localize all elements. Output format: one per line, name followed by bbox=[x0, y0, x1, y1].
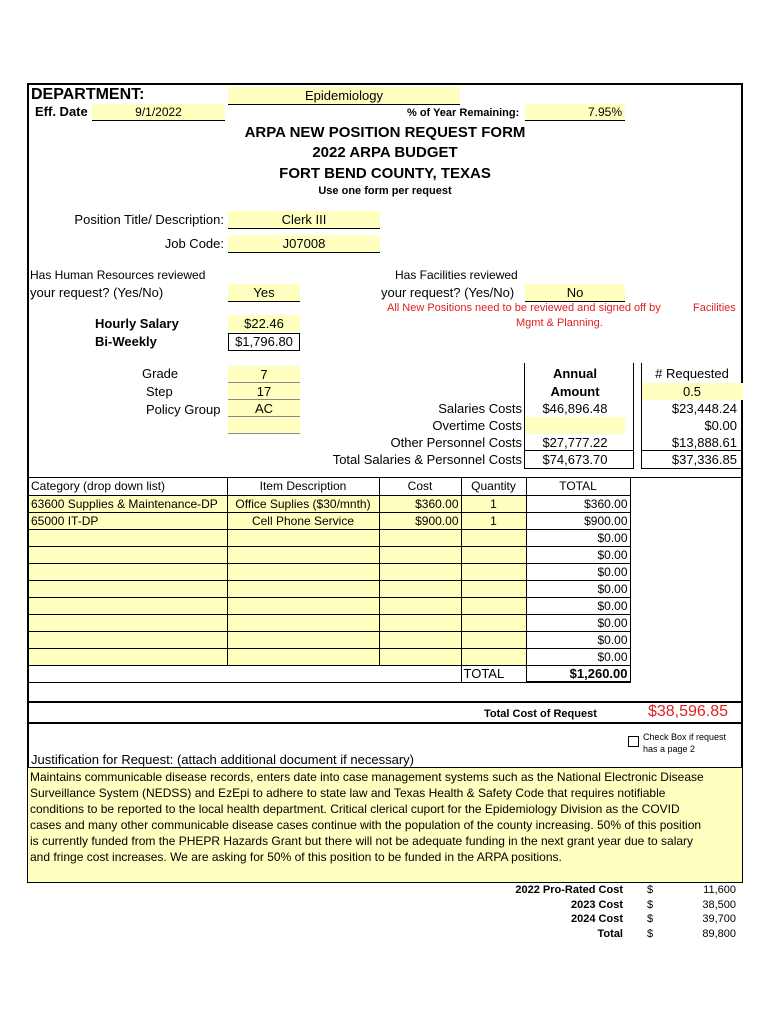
eff-date-field[interactable]: 9/1/2022 bbox=[92, 104, 225, 121]
cost-cell[interactable] bbox=[379, 563, 461, 580]
total-cell: $0.00 bbox=[526, 614, 630, 631]
justification-line: conditions to be reported to the local health department. Critical clerical cuport for the Epidemiology Division as the COVID bbox=[30, 802, 680, 816]
summary-label-total: Total bbox=[597, 928, 623, 940]
review-notice-2: Facilities bbox=[693, 302, 736, 314]
item-cell[interactable] bbox=[227, 648, 379, 665]
summary-currency-2023: $ bbox=[647, 899, 654, 911]
quantity-cell[interactable] bbox=[461, 648, 526, 665]
summary-currency-total: $ bbox=[647, 928, 654, 940]
quantity-cell[interactable] bbox=[461, 614, 526, 631]
total-cost-label: Total Cost of Request bbox=[484, 708, 597, 720]
category-cell[interactable] bbox=[29, 597, 227, 614]
eff-date-label: Eff. Date bbox=[35, 104, 88, 119]
salaries-annual: $46,896.48 bbox=[542, 401, 608, 416]
form-subtitle: Use one form per request bbox=[318, 185, 452, 197]
quantity-cell[interactable]: 1 bbox=[461, 512, 526, 529]
table-row bbox=[29, 529, 630, 546]
step-label: Step bbox=[146, 384, 173, 399]
form-title: ARPA NEW POSITION REQUEST FORM bbox=[244, 124, 526, 141]
quantity-cell[interactable] bbox=[461, 546, 526, 563]
item-cell[interactable] bbox=[227, 631, 379, 648]
overtime-annual-field[interactable] bbox=[525, 417, 625, 434]
year-remaining-field[interactable]: 7.95% bbox=[525, 104, 625, 121]
requested-field[interactable]: 0.5 bbox=[641, 383, 743, 400]
quantity-header: Quantity bbox=[461, 478, 526, 495]
justification-label: Justification for Request: (attach additional document if necessary) bbox=[31, 752, 414, 767]
table-row bbox=[29, 546, 630, 563]
table-row bbox=[29, 495, 630, 512]
other-personnel-annual: $27,777.22 bbox=[542, 435, 608, 450]
items-total-label: TOTAL bbox=[461, 665, 526, 682]
total-cost-value: $38,596.85 bbox=[647, 703, 729, 720]
table-row bbox=[29, 631, 630, 648]
total-cell: $0.00 bbox=[526, 563, 630, 580]
cost-block-divider-2 bbox=[641, 363, 642, 469]
position-title-label: Position Title/ Description: bbox=[74, 212, 224, 227]
justification-line: Maintains communicable disease records, enters date into case management systems such as the National Electronic Disease bbox=[30, 770, 704, 784]
summary-value-2024: 39,700 bbox=[702, 913, 736, 925]
cost-cell[interactable] bbox=[379, 614, 461, 631]
summary-label-2024: 2024 Cost bbox=[571, 913, 623, 925]
items-table bbox=[29, 478, 631, 683]
quantity-cell[interactable] bbox=[461, 597, 526, 614]
position-title-field[interactable]: Clerk III bbox=[228, 211, 380, 229]
budget-title: 2022 ARPA BUDGET bbox=[312, 144, 458, 161]
page2-checkbox-label-2: has a page 2 bbox=[643, 744, 696, 754]
hr-review-label-2: your request? (Yes/No) bbox=[30, 285, 164, 300]
department-label: DEPARTMENT: bbox=[31, 86, 145, 103]
quantity-cell[interactable] bbox=[461, 563, 526, 580]
category-cell[interactable]: 63600 Supplies & Maintenance-DP bbox=[29, 495, 227, 512]
item-cell[interactable]: Office Suplies ($30/mnth) bbox=[227, 495, 379, 512]
cost-cell[interactable]: $900.00 bbox=[379, 512, 461, 529]
summary-label-2022: 2022 Pro-Rated Cost bbox=[515, 884, 623, 896]
policy-group-field[interactable]: AC bbox=[228, 400, 300, 417]
justification-line: and fringe cost increases. We are asking for 50% of this position to be funded in the ARPA positions. bbox=[30, 850, 562, 864]
total-cell: $0.00 bbox=[526, 580, 630, 597]
total-row-spacer bbox=[227, 665, 379, 682]
policy-group-label: Policy Group bbox=[146, 402, 221, 417]
items-header-row bbox=[29, 478, 630, 495]
total-personnel-label: Total Salaries & Personnel Costs bbox=[332, 452, 522, 467]
justification-line: is currently funded from the PHEPR Hazards Grant but there will not be adequate funding in the next grant year due to salary bbox=[30, 834, 694, 848]
overtime-costs-label: Overtime Costs bbox=[432, 418, 522, 433]
step-field[interactable]: 17 bbox=[228, 383, 300, 400]
cost-cell[interactable] bbox=[379, 648, 461, 665]
item-cell[interactable] bbox=[227, 546, 379, 563]
cost-cell[interactable] bbox=[379, 529, 461, 546]
total-cell: $0.00 bbox=[526, 529, 630, 546]
facilities-review-label-1: Has Facilities reviewed bbox=[395, 268, 518, 282]
grade-label: Grade bbox=[142, 366, 179, 381]
cost-header: Cost bbox=[379, 478, 461, 495]
summary-value-2022: 11,600 bbox=[703, 884, 736, 896]
total-row-spacer bbox=[29, 665, 227, 682]
category-cell[interactable]: 65000 IT-DP bbox=[29, 512, 227, 529]
requested-header: # Requested bbox=[655, 366, 729, 381]
annual-amount-header-1: Annual bbox=[552, 366, 598, 381]
category-cell[interactable] bbox=[29, 631, 227, 648]
category-cell[interactable] bbox=[29, 546, 227, 563]
category-cell[interactable] bbox=[29, 529, 227, 546]
total-cell: $0.00 bbox=[526, 648, 630, 665]
item-cell[interactable] bbox=[227, 614, 379, 631]
summary-currency-2022: $ bbox=[647, 884, 654, 896]
job-code-label: Job Code: bbox=[164, 236, 224, 251]
annual-line-2 bbox=[525, 468, 633, 469]
quantity-cell[interactable] bbox=[461, 580, 526, 597]
hourly-salary-field[interactable]: $22.46 bbox=[228, 315, 300, 332]
cost-cell[interactable]: $360.00 bbox=[379, 495, 461, 512]
overtime-requested: $0.00 bbox=[704, 418, 737, 433]
page2-checkbox-label-1: Check Box if request bbox=[643, 732, 727, 742]
item-cell[interactable] bbox=[227, 580, 379, 597]
justification-line: cases and many other communicable disease cases continue with the population of the county increasing. 50% of this position bbox=[30, 818, 702, 832]
hourly-salary-label: Hourly Salary bbox=[95, 316, 179, 331]
items-total-value: $1,260.00 bbox=[526, 665, 630, 682]
request-total-bottom-line bbox=[28, 722, 743, 724]
facilities-review-label-2: your request? (Yes/No) bbox=[381, 285, 515, 300]
table-row bbox=[29, 512, 630, 529]
salaries-costs-label: Salaries Costs bbox=[438, 401, 522, 416]
job-code-field[interactable]: J07008 bbox=[228, 235, 380, 253]
facilities-review-field[interactable]: No bbox=[525, 284, 625, 302]
page2-checkbox[interactable] bbox=[628, 736, 639, 747]
requested-line-1 bbox=[641, 450, 743, 451]
grade-field[interactable]: 7 bbox=[228, 366, 300, 383]
summary-value-2023: 38,500 bbox=[702, 899, 736, 911]
summary-currency-2024: $ bbox=[647, 913, 654, 925]
table-row bbox=[29, 614, 630, 631]
quantity-cell[interactable] bbox=[461, 529, 526, 546]
summary-label-2023: 2023 Cost bbox=[571, 899, 623, 911]
review-notice-1: All New Positions need to be reviewed and signed off by bbox=[387, 302, 661, 314]
table-row bbox=[29, 580, 630, 597]
biweekly-label: Bi-Weekly bbox=[95, 334, 157, 349]
quantity-cell[interactable]: 1 bbox=[461, 495, 526, 512]
item-cell[interactable]: Cell Phone Service bbox=[227, 512, 379, 529]
other-personnel-label: Other Personnel Costs bbox=[390, 435, 522, 450]
summary-value-total: 89,800 bbox=[702, 928, 736, 940]
cost-cell[interactable] bbox=[379, 597, 461, 614]
biweekly-value: $1,796.80 bbox=[228, 333, 300, 351]
salaries-requested: $23,448.24 bbox=[671, 401, 737, 416]
table-row bbox=[29, 563, 630, 580]
table-row bbox=[29, 597, 630, 614]
total-cell: $900.00 bbox=[526, 512, 630, 529]
item-cell[interactable] bbox=[227, 563, 379, 580]
total-personnel-requested: $37,336.85 bbox=[671, 452, 737, 467]
annual-amount-header-2: Amount bbox=[550, 384, 600, 399]
total-cell: $0.00 bbox=[526, 631, 630, 648]
category-cell[interactable] bbox=[29, 648, 227, 665]
category-cell[interactable] bbox=[29, 614, 227, 631]
total-row-spacer bbox=[379, 665, 461, 682]
other-personnel-requested: $13,888.61 bbox=[671, 435, 737, 450]
requested-line-2 bbox=[641, 468, 743, 469]
review-notice-3: Mgmt & Planning. bbox=[516, 317, 603, 329]
department-field[interactable]: Epidemiology bbox=[228, 87, 460, 105]
item-cell[interactable] bbox=[227, 529, 379, 546]
quantity-cell[interactable] bbox=[461, 631, 526, 648]
total-personnel-annual: $74,673.70 bbox=[542, 452, 608, 467]
cost-cell[interactable] bbox=[379, 546, 461, 563]
hr-review-label-1: Has Human Resources reviewed bbox=[30, 268, 206, 282]
category-header: Category (drop down list) bbox=[29, 478, 227, 495]
total-cell: $360.00 bbox=[526, 495, 630, 512]
items-total-row bbox=[29, 665, 630, 682]
category-cell[interactable] bbox=[29, 580, 227, 597]
item-cell[interactable] bbox=[227, 597, 379, 614]
cost-cell[interactable] bbox=[379, 580, 461, 597]
cost-cell[interactable] bbox=[379, 631, 461, 648]
cost-block-divider bbox=[633, 363, 634, 469]
hr-review-field[interactable]: Yes bbox=[228, 284, 300, 302]
item-description-header: Item Description bbox=[227, 478, 379, 495]
category-cell[interactable] bbox=[29, 563, 227, 580]
table-row bbox=[29, 648, 630, 665]
blank-field[interactable] bbox=[228, 417, 300, 434]
total-header: TOTAL bbox=[526, 478, 630, 495]
total-cell: $0.00 bbox=[526, 546, 630, 563]
justification-textarea[interactable] bbox=[28, 767, 742, 882]
annual-left-border bbox=[524, 363, 525, 469]
total-cell: $0.00 bbox=[526, 597, 630, 614]
annual-line-1 bbox=[525, 450, 633, 451]
justification-line: Surveillance System (NEDSS) and EzEpi to adhere to state law and Texas Health & Safety Code that requires notifiable bbox=[30, 786, 666, 800]
year-remaining-label: % of Year Remaining: bbox=[407, 107, 520, 119]
county-title: FORT BEND COUNTY, TEXAS bbox=[279, 165, 491, 182]
